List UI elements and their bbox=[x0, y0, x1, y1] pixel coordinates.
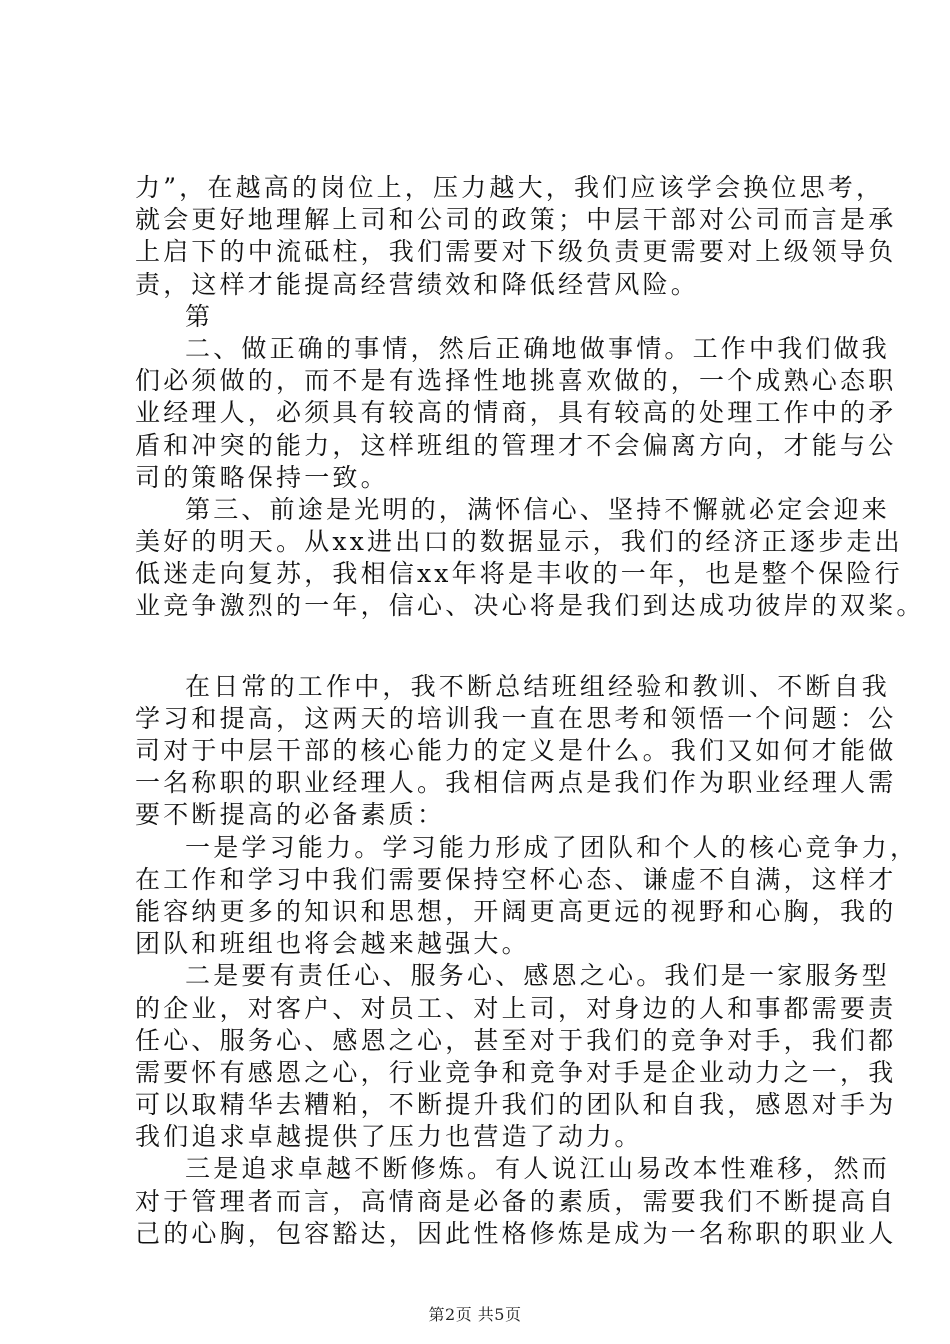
text-line: 要不断提高的必备素质： bbox=[135, 800, 446, 830]
text-line: 任心、服务心、感恩之心，甚至对于我们的竞争对手，我们都 bbox=[135, 1025, 897, 1055]
text-line: 美好的明天。从xx进出口的数据显示，我们的经济正逐步走出 bbox=[135, 527, 903, 557]
text-line: 力”，在越高的岗位上，压力越大，我们应该学会换位思考， bbox=[135, 173, 885, 202]
text-line: 二是要有责任心、服务心、感恩之心。我们是一家服务型 bbox=[185, 961, 891, 991]
text-line: 司对于中层干部的核心能力的定义是什么。我们又如何才能做 bbox=[135, 736, 897, 765]
text-line: 司的策略保持一致。 bbox=[135, 462, 389, 492]
text-line: 第三、前途是光明的，满怀信心、坚持不懈就必定会迎来 bbox=[185, 494, 891, 524]
text-line: 在日常的工作中，我不断总结班组经验和教训、不断自我 bbox=[185, 671, 891, 701]
text-line: 对于管理者而言，高情商是必备的素质，需要我们不断提高自 bbox=[135, 1186, 897, 1216]
text-line: 二、做正确的事情，然后正确地做事情。工作中我们做我 bbox=[185, 333, 891, 363]
text-line: 一名称职的职业经理人。我相信两点是我们作为职业经理人需 bbox=[135, 768, 897, 798]
text-line: 的企业，对客户、对员工、对上司，对身边的人和事都需要责 bbox=[135, 993, 897, 1023]
text-line: 一是学习能力。学习能力形成了团队和个人的核心竞争力， bbox=[185, 832, 919, 862]
text-line: 业经理人，必须具有较高的情商，具有较高的处理工作中的矛 bbox=[135, 398, 897, 428]
text-line: 责，这样才能提高经营绩效和降低经营风险。 bbox=[135, 269, 700, 299]
text-line: 上启下的中流砥柱，我们需要对下级负责更需要对上级领导负 bbox=[135, 237, 897, 267]
text-line: 盾和冲突的能力，这样班组的管理才不会偏离方向，才能与公 bbox=[135, 430, 897, 460]
text-line: 三是追求卓越不断修炼。有人说江山易改本性难移，然而 bbox=[185, 1154, 891, 1184]
text-line: 在工作和学习中我们需要保持空杯心态、谦虚不自满，这样才 bbox=[135, 864, 897, 894]
text-line: 我们追求卓越提供了压力也营造了动力。 bbox=[135, 1122, 643, 1152]
text-line: 需要怀有感恩之心，行业竞争和竞争对手是企业动力之一，我 bbox=[135, 1057, 897, 1087]
text-line: 己的心胸，包容豁达，因此性格修炼是成为一名称职的职业人 bbox=[135, 1218, 897, 1248]
text-line: 第 bbox=[185, 301, 214, 331]
text-line: 学习和提高，这两天的培训我一直在思考和领悟一个问题：公 bbox=[135, 703, 897, 733]
text-line: 可以取精华去糟粕，不断提升我们的团队和自我，感恩对手为 bbox=[135, 1090, 897, 1120]
page-number-footer: 第2页 共5页 bbox=[428, 1305, 522, 1324]
paragraph-gap bbox=[135, 623, 825, 671]
text-line: 团队和班组也将会越来越强大。 bbox=[135, 929, 530, 959]
text-line: 业竞争激烈的一年，信心、决心将是我们到达成功彼岸的双桨。 bbox=[135, 591, 925, 621]
text-line: 们必须做的，而不是有选择性地挑喜欢做的，一个成熟心态职 bbox=[135, 366, 897, 396]
text-line: 低迷走向复苏，我相信xx年将是丰收的一年，也是整个保险行 bbox=[135, 559, 903, 589]
text-line: 就会更好地理解上司和公司的政策；中层干部对公司而言是承 bbox=[135, 205, 897, 235]
document-body bbox=[135, 172, 925, 1250]
text-line: 能容纳更多的知识和思想，开阔更高更远的视野和心胸，我的 bbox=[135, 896, 897, 926]
